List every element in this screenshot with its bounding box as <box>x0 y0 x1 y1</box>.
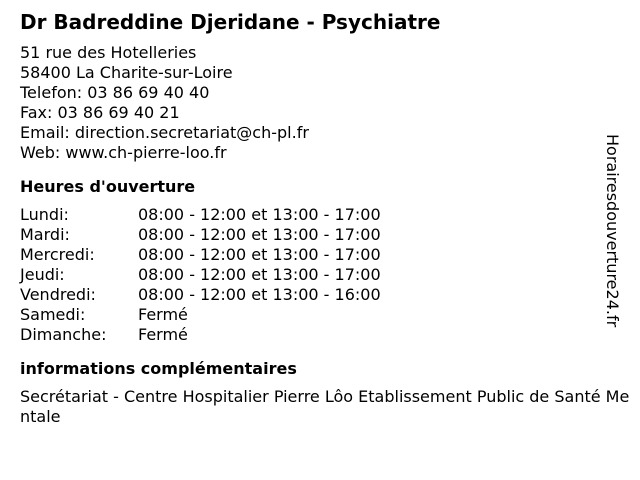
hours-row-monday <box>20 205 381 225</box>
day-hours: Fermé <box>138 325 188 344</box>
contact-block <box>20 43 620 163</box>
hours-row-saturday <box>20 305 381 325</box>
additional-info-heading: informations complémentaires <box>20 359 297 378</box>
additional-info-text: Secrétariat - Centre Hospitalier Pierre Lôo Etablissement Public de Santé Mentale <box>20 387 630 426</box>
page-title: Dr Badreddine Djeridane - Psychiatre <box>20 10 441 34</box>
day-hours: 08:00 - 12:00 et 13:00 - 17:00 <box>138 225 381 244</box>
site-watermark: Horairesdouverture24.fr <box>603 134 622 328</box>
hours-row-wednesday <box>20 245 381 265</box>
day-label: Vendredi: <box>20 285 96 304</box>
day-hours: 08:00 - 12:00 et 13:00 - 17:00 <box>138 265 381 284</box>
fax-number: Fax: 03 86 69 40 21 <box>20 103 180 122</box>
day-label: Mardi: <box>20 225 70 244</box>
address-street: 51 rue des Hotelleries <box>20 43 197 62</box>
opening-hours-table <box>20 205 381 345</box>
day-hours: 08:00 - 12:00 et 13:00 - 16:00 <box>138 285 381 304</box>
day-hours: 08:00 - 12:00 et 13:00 - 17:00 <box>138 245 381 264</box>
listing-card <box>20 10 630 427</box>
phone-number: Telefon: 03 86 69 40 40 <box>20 83 210 102</box>
day-label: Dimanche: <box>20 325 107 344</box>
address-city: 58400 La Charite-sur-Loire <box>20 63 233 82</box>
hours-row-tuesday <box>20 225 381 245</box>
email-address: Email: direction.secretariat@ch-pl.fr <box>20 123 309 142</box>
opening-hours-heading: Heures d'ouverture <box>20 177 196 196</box>
day-label: Jeudi: <box>20 265 65 284</box>
hours-row-friday <box>20 285 381 305</box>
day-label: Lundi: <box>20 205 69 224</box>
website-address: Web: www.ch-pierre-loo.fr <box>20 143 227 162</box>
day-label: Samedi: <box>20 305 86 324</box>
hours-row-sunday <box>20 325 381 345</box>
day-label: Mercredi: <box>20 245 95 264</box>
hours-row-thursday <box>20 265 381 285</box>
day-hours: Fermé <box>138 305 188 324</box>
day-hours: 08:00 - 12:00 et 13:00 - 17:00 <box>138 205 381 224</box>
